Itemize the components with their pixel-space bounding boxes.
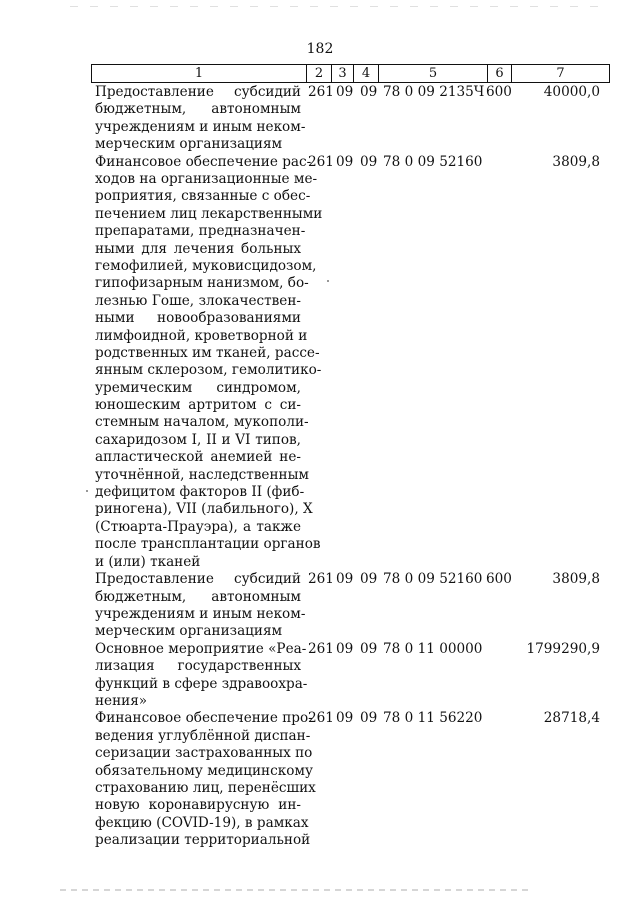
scan-edge-bottom	[60, 889, 530, 891]
code-rz: 09	[336, 153, 354, 170]
code-pr: 09	[360, 84, 378, 100]
amount: 28718,4	[543, 710, 600, 727]
description-line: серизации застрахованных по	[95, 745, 313, 762]
code-gr: 261	[308, 84, 334, 100]
description-line: и (или) тканей	[95, 553, 201, 570]
code-rz: 09	[336, 710, 354, 727]
code-csr: 78 0 09 52160	[383, 571, 483, 588]
code-gr: 261	[308, 153, 334, 170]
description-line: родственных им тканей, рассе-	[95, 344, 320, 361]
description-line: мерческим организациям	[95, 136, 283, 153]
code-gr: 261	[308, 571, 334, 588]
description-line: учреждениям и иным неком-	[95, 605, 306, 622]
description-line: Предоставление субсидий	[95, 84, 301, 100]
description-line: гемофилией, муковисцидозом,	[95, 257, 317, 274]
header-col-3: 3	[331, 65, 353, 82]
description-line: лимфоидной, кроветворной и	[95, 327, 308, 344]
amount: 1799290,9	[526, 640, 600, 657]
amount: 40000,0	[543, 84, 600, 100]
description-line: стемным началом, мукополи-	[95, 414, 309, 431]
code-pr: 09	[360, 710, 378, 727]
description-line: Предоставление субсидий	[95, 571, 301, 588]
description-line: Финансовое обеспечение рас-	[95, 153, 312, 170]
description-line: обязательному медицинскому	[95, 762, 313, 779]
header-col-6: 6	[487, 65, 511, 82]
code-pr: 09	[360, 153, 378, 170]
code-pr: 09	[360, 640, 378, 657]
description-line: уточнённой, наследственным	[95, 466, 309, 483]
code-vr: 600	[486, 571, 512, 588]
code-gr: 261	[308, 640, 334, 657]
scan-edge-top	[70, 6, 610, 7]
table-header	[91, 64, 610, 83]
description-line: гипофизарным нанизмом, бо-	[95, 275, 309, 292]
description-line: печением лиц лекарственными	[95, 205, 323, 222]
description-line: риногена), VII (лабильного), X	[95, 501, 313, 518]
description-line: реализации территориальной	[95, 832, 311, 849]
description-line: дефицитом факторов II (фиб-	[95, 484, 305, 501]
description-line: новую коронавирусную ин-	[95, 797, 301, 814]
description-line: Финансовое обеспечение про-	[95, 710, 313, 727]
description-line: ведения углублённой диспан-	[95, 727, 311, 744]
header-col-4: 4	[353, 65, 378, 82]
description-line: сахаридозом I, II и VI типов,	[95, 431, 301, 448]
amount: 3809,8	[552, 153, 600, 170]
code-csr: 78 0 09 52160	[383, 153, 483, 170]
description-line: препаратами, предназначен-	[95, 223, 306, 240]
description-line: уремическим синдромом,	[95, 379, 301, 396]
description-line: бюджетным, автономным	[95, 101, 301, 118]
code-gr: 261	[308, 710, 334, 727]
scan-speck	[86, 490, 88, 492]
code-vr: 600	[486, 84, 512, 100]
amount: 3809,8	[552, 571, 600, 588]
description-line: страхованию лиц, перенёсших	[95, 779, 316, 796]
code-rz: 09	[336, 84, 354, 100]
description-line: ными для лечения больных	[95, 240, 301, 257]
header-col-5: 5	[378, 65, 487, 82]
code-csr: 78 0 11 00000	[383, 640, 483, 657]
description-line: янным склерозом, гемолитико-	[95, 362, 322, 379]
code-pr: 09	[360, 571, 378, 588]
header-col-7: 7	[511, 65, 609, 82]
row-description	[95, 710, 316, 849]
description-line: ходов на организационные ме-	[95, 170, 318, 187]
description-line: (Стюарта-Прауэра), а также	[95, 518, 301, 535]
page-number: 182	[306, 41, 334, 57]
header-col-2: 2	[306, 65, 331, 82]
description-line: нения»	[95, 692, 148, 709]
code-csr: 78 0 11 56220	[383, 710, 483, 727]
row-description	[95, 84, 306, 154]
description-line: роприятия, связанные с обес-	[95, 188, 311, 205]
description-line: функций в сфере здравоохра-	[95, 675, 308, 692]
description-line: Основное мероприятие «Реа-	[95, 640, 307, 657]
description-line: лизация государственных	[95, 658, 301, 675]
row-description	[95, 640, 308, 711]
code-csr: 78 0 09 2135Ч	[383, 84, 485, 100]
code-rz: 09	[336, 571, 354, 588]
description-line: ными новообразованиями	[95, 310, 301, 327]
code-rz: 09	[336, 640, 354, 657]
scan-speck	[327, 280, 329, 282]
description-line: мерческим организациям	[95, 623, 283, 640]
row-description	[95, 571, 306, 641]
description-line: после трансплантации органов	[95, 536, 321, 553]
description-line: лезнью Гоше, злокачествен-	[95, 292, 301, 309]
header-col-1: 1	[194, 66, 204, 81]
description-line: фекцию (COVID-19), в рамках	[95, 814, 309, 831]
description-line: бюджетным, автономным	[95, 588, 301, 605]
description-line: учреждениям и иным неком-	[95, 118, 306, 135]
description-line: апластической анемией не-	[95, 449, 301, 466]
description-line: юношеским артритом с си-	[95, 397, 301, 414]
